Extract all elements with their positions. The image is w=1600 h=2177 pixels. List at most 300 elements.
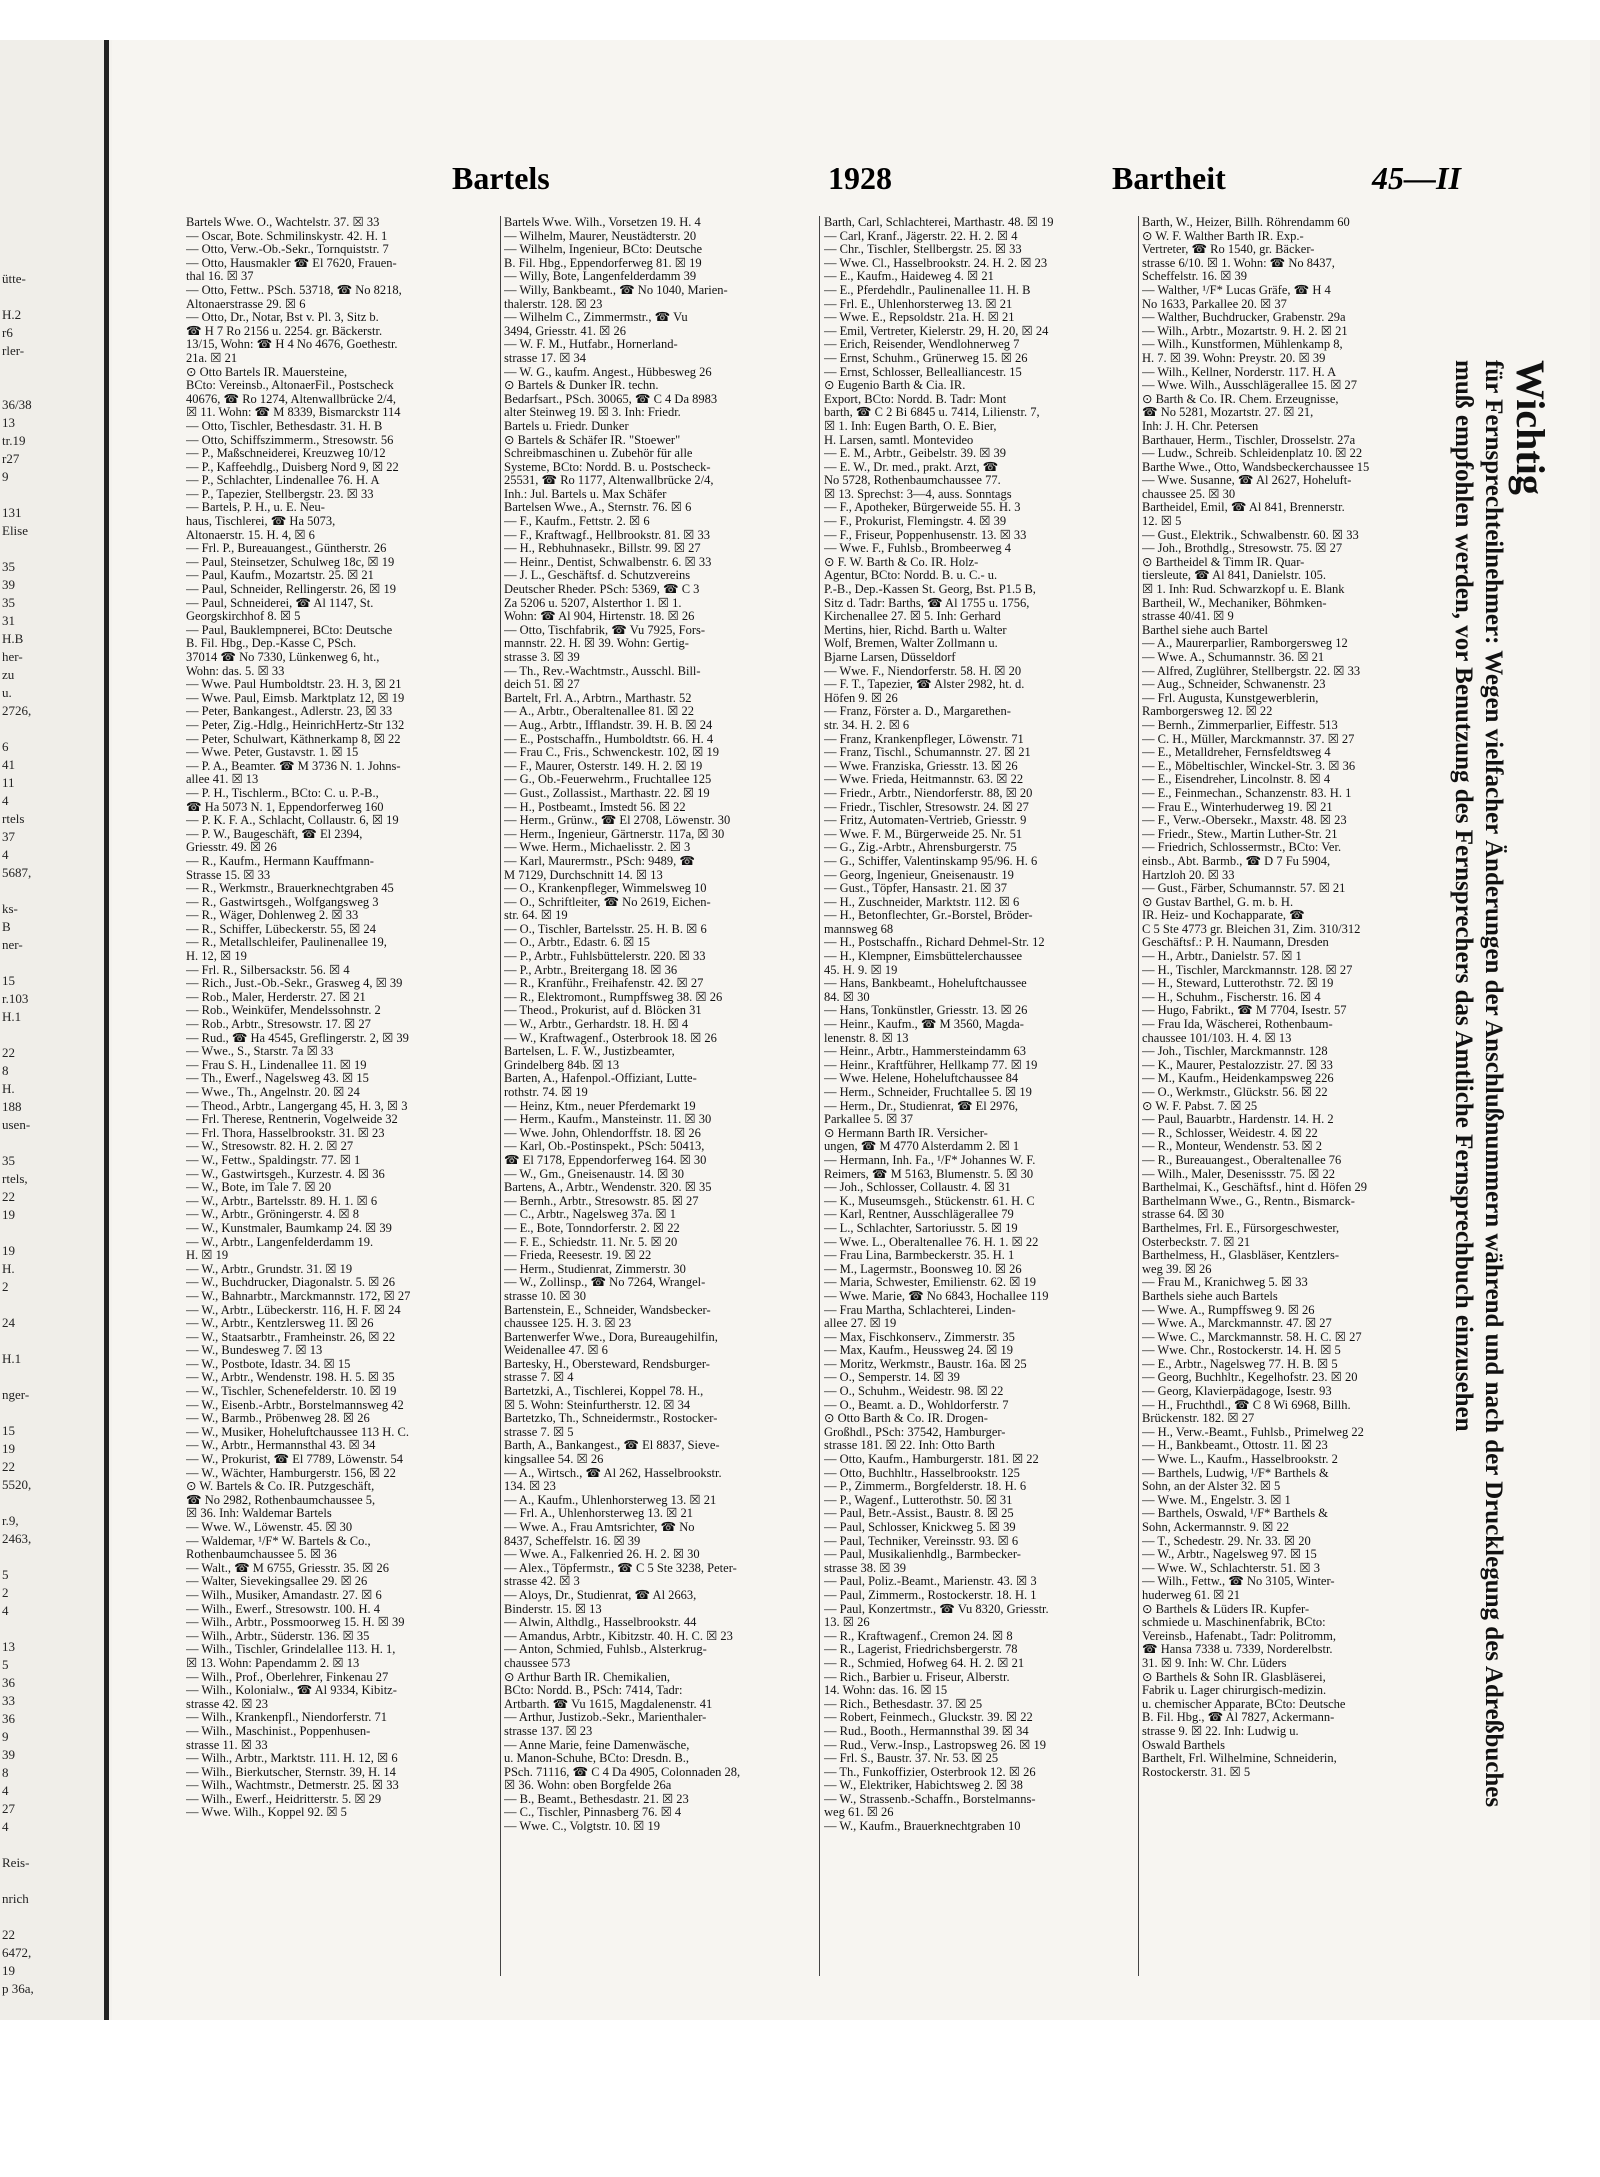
- directory-entry: — Wwe. M., Engelstr. 3. ☒ 1: [1142, 1493, 1291, 1507]
- directory-entry: B. Fil. Hbg., Dep.-Kasse C, PSch.: [186, 637, 357, 651]
- directory-entry: — E., Bote, Tonndorferstr. 2. ☒ 22: [504, 1221, 680, 1235]
- directory-entry: — R., Metallschleifer, Paulinenallee 19,: [186, 936, 387, 950]
- directory-entry: ☒ 11. Wohn: ☎ M 8339, Bismarckstr 114: [186, 406, 401, 420]
- directory-entry: strasse 40/41. ☒ 9: [1142, 610, 1234, 624]
- directory-entry: — E., Eisendreher, Lincolnstr. 8. ☒ 4: [1142, 773, 1331, 787]
- directory-entry: — Gust., Elektrik., Schwalbenstr. 60. ☒ 33: [1142, 528, 1359, 542]
- directory-entry: — Rud., Verw.-Insp., Lastropsweg 26. ☒ 19: [824, 1738, 1046, 1752]
- directory-entry: — Paul, Techniker, Vereinsstr. 93. ☒ 6: [824, 1534, 1019, 1548]
- directory-entry: — H., Verw.-Beamt., Fuhlsb., Primelweg 22: [1142, 1425, 1364, 1439]
- directory-entry: — Theod., Arbtr., Langergang 45, H. 3, ☒ 3: [186, 1099, 408, 1113]
- directory-entry: — Karl, Rentner, Ausschlägerallee 79: [824, 1208, 1014, 1222]
- directory-entry: — Frau Lina, Barmbeckerstr. 35. H. 1: [824, 1249, 1015, 1263]
- directory-entry: strasse 10. ☒ 30: [504, 1289, 587, 1303]
- directory-entry: — Paul, Schlosser, Knickweg 5. ☒ 39: [824, 1521, 1016, 1534]
- directory-entry: — Friedrich, Schlossermstr., BCto: Ver.: [1142, 841, 1342, 855]
- directory-entry: Barthels siehe auch Bartels: [1142, 1289, 1278, 1303]
- directory-entry: ⊙ Otto Barth & Co. IR. Drogen-: [824, 1412, 988, 1426]
- directory-entry: — Herm., Schneider, Fruchtallee 5. ☒ 19: [824, 1086, 1032, 1099]
- directory-entry: — Rich., Barbier u. Friseur, Alberstr.: [824, 1670, 1010, 1684]
- directory-entry: — Aloys, Dr., Studienrat, ☎ Al 2663,: [504, 1588, 697, 1602]
- directory-entry: Bartelsen, L. F. W., Justizbeamter,: [504, 1045, 675, 1059]
- directory-entry: — Wwe. A., Schumannstr. 36. ☒ 21: [1142, 651, 1325, 664]
- directory-entry: — W., Arbtr., Lübeckerstr. 116, H. F. ☒ 24: [186, 1303, 401, 1317]
- directory-entry: Barthel siehe auch Bartel: [1142, 623, 1268, 637]
- directory-entry: — P., Tapezier, Stellbergstr. 23. ☒ 33: [186, 487, 374, 501]
- directory-entry: Barten, A., Hafenpol.-Offiziant, Lutte-: [504, 1072, 697, 1086]
- directory-entry: — Wilh., Arbtr., Marktstr. 111. H. 12, ☒ 6: [186, 1752, 398, 1766]
- directory-entry: — Wwe. Herm., Michaelisstr. 2. ☒ 3: [504, 841, 691, 855]
- directory-entry: — Wilh., Kolonialw., ☎ Al 9334, Kibitz-: [186, 1684, 397, 1698]
- directory-entry: — Emil, Vertreter, Kielerstr. 29, H. 20, ☒ 24: [824, 324, 1049, 338]
- directory-entry: — Rud., Booth., Hermannsthal 39. ☒ 34: [824, 1724, 1029, 1738]
- directory-entry: — W., Wächter, Hamburgerstr. 156, ☒ 22: [186, 1466, 396, 1480]
- directory-entry: deich 51. ☒ 27: [504, 678, 580, 692]
- directory-entry: — Frl. R., Silbersackstr. 56. ☒ 4: [186, 963, 350, 977]
- directory-entry: Barthauer, Herm., Tischler, Drosselstr. 27a: [1142, 433, 1356, 447]
- directory-entry: — Herm., Ingenieur, Gärtnerstr. 117a, ☒ 30: [504, 827, 725, 841]
- directory-entry: H. Larsen, samtl. Montevideo: [824, 433, 974, 447]
- directory-entry: — H., Postschaffn., Richard Dehmel-Str. 12: [824, 936, 1045, 950]
- directory-entry: — E., Kaufm., Haideweg 4. ☒ 21: [824, 270, 994, 284]
- directory-entry: 40676, ☎ Ro 1274, Altenwallbrücke 2/4,: [186, 392, 396, 406]
- directory-entry: ☎ Ha 5073 N. 1, Eppendorferweg 160: [186, 800, 384, 814]
- directory-entry: — Hans, Bankbeamt., Hoheluftchaussee: [824, 977, 1027, 991]
- directory-entry: rothstr. 74. ☒ 19: [504, 1086, 588, 1099]
- directory-entry: — O., Schuhm., Weidestr. 98. ☒ 22: [824, 1385, 1004, 1399]
- directory-entry: ⊙ Eugenio Barth & Cia. IR.: [824, 379, 966, 393]
- directory-entry: — W., Prokurist, ☎ El 7789, Löwenstr. 54: [186, 1453, 403, 1467]
- directory-entry: — P. H., Tischlerm., BCto: C. u. P.-B.,: [186, 786, 379, 800]
- directory-entry: Wolf, Bremen, Walter Zollmann u.: [824, 637, 998, 651]
- directory-entry: — W., Arbtr., Bartelsstr. 89. H. 1. ☒ 6: [186, 1194, 378, 1208]
- directory-entry: ⊙ Barthels & Sohn IR. Glasbläserei,: [1142, 1670, 1326, 1684]
- directory-entry: — L., Schlachter, Sartoriusstr. 5. ☒ 19: [824, 1221, 1018, 1235]
- directory-entry: strasse 11. ☒ 33: [186, 1738, 268, 1752]
- directory-entry: strasse 9. ☒ 22. Inh: Ludwig u.: [1142, 1724, 1299, 1738]
- directory-entry: — Hugo, Fabrikt., ☎ M 7704, Isestr. 57: [1142, 1004, 1347, 1018]
- directory-entry: — Wwe. F., Niendorferstr. 58. H. ☒ 20: [824, 664, 1022, 678]
- directory-entry: — Gust., Zollassist., Marthastr. 22. ☒ 19: [504, 786, 710, 800]
- directory-entry: Barth, Carl, Schlachterei, Marthastr. 48. ☒ 19: [824, 216, 1054, 229]
- directory-entry: — A., Maurerparlier, Ramborgersweg 12: [1142, 637, 1348, 651]
- directory-entry: — W., Buchdrucker, Diagonalstr. 5. ☒ 26: [186, 1276, 395, 1290]
- directory-entry: — Wilh., Tischler, Grindelallee 113. H. 1,: [186, 1643, 396, 1657]
- directory-entry: — Aug., Schneider, Schwanenstr. 23: [1142, 678, 1326, 692]
- directory-entry: — Karl, Maurermstr., PSch: 9489, ☎: [504, 854, 695, 868]
- directory-entry: B. Fil. Hbg., Eppendorferweg 81. ☒ 19: [504, 256, 702, 270]
- directory-entry: Rostockerstr. 31. ☒ 5: [1142, 1765, 1251, 1779]
- directory-entry: — Peter, Schulwart, Käthnerkamp 8, ☒ 22: [186, 732, 401, 746]
- directory-entry: Geschäftsf.: P. H. Naumann, Dresden: [1142, 936, 1329, 950]
- directory-entry: Bartetzki, A., Tischlerei, Koppel 78. H.,: [504, 1385, 704, 1399]
- directory-entry: Weidenallee 47. ☒ 6: [504, 1344, 608, 1358]
- directory-entry: — Rich., Just.-Ob.-Sekr., Grasweg 4, ☒ 39: [186, 977, 403, 991]
- directory-entry: — Oscar, Bote. Schmilinskystr. 42. H. 1: [186, 229, 388, 243]
- directory-entry: ☒ 1. Inh: Eugen Barth, O. E. Bier,: [824, 419, 997, 433]
- directory-entry: — G., Zig.-Arbtr., Ahrensburgerstr. 75: [824, 841, 1017, 855]
- header-left-word: Bartels: [452, 160, 550, 196]
- directory-entry: Rothenbaumchaussee 5. ☒ 36: [186, 1548, 337, 1562]
- directory-entry: — Karl, Ob.-Postinspekt., PSch: 50413,: [504, 1140, 705, 1154]
- directory-entry: Schreibmaschinen u. Zubehör für alle: [504, 447, 693, 461]
- column-divider: [819, 216, 820, 1976]
- directory-entry: — Wwe. A., Frau Amtsrichter, ☎ No: [504, 1521, 695, 1534]
- directory-entry: — P., Zimmerm., Borgfelderstr. 18. H. 6: [824, 1480, 1027, 1494]
- directory-entry: — K., Museumsgeh., Stückenstr. 61. H. C: [824, 1194, 1035, 1208]
- directory-entry: — W., Arbtr., Gerhardstr. 18. H. ☒ 4: [504, 1018, 689, 1032]
- directory-entry: 21a. ☒ 21: [186, 351, 238, 365]
- directory-entry: — R., Werkmstr., Brauerknechtgraben 45: [186, 882, 394, 896]
- directory-entry: ⊙ Bartheidel & Timm IR. Quar-: [1142, 555, 1305, 569]
- directory-entry: — Alex., Töpfermstr., ☎ C 5 Ste 3238, Peter-: [504, 1561, 737, 1575]
- directory-column-1: [186, 216, 496, 1820]
- directory-entry: — Wilh., Arbtr., Mozartstr. 9. H. 2. ☒ 21: [1142, 324, 1348, 338]
- directory-entry: Sohn, an der Alster 32. ☒ 5: [1142, 1480, 1281, 1494]
- directory-entry: — Wwe. Marie, ☎ No 6843, Hochallee 119: [824, 1289, 1049, 1303]
- directory-entry: — W., Arbtr., Hermannsthal 43. ☒ 34: [186, 1439, 376, 1453]
- directory-entry: — Paul, Poliz.-Beamt., Marienstr. 43. ☒ 3: [824, 1575, 1037, 1589]
- directory-entry: — F., Kaufm., Fettstr. 2. ☒ 6: [504, 515, 650, 529]
- directory-entry: — Walther, Buchdrucker, Grabenstr. 29a: [1142, 311, 1346, 325]
- directory-entry: — Frl. S., Baustr. 37. Nr. 53. ☒ 25: [824, 1752, 999, 1766]
- directory-entry: Inh.: Jul. Bartels u. Max Schäfer: [504, 487, 667, 501]
- directory-entry: ⊙ Hermann Barth IR. Versicher-: [824, 1126, 988, 1140]
- directory-entry: — H., Tischler, Marckmannstr. 128. ☒ 27: [1142, 963, 1353, 977]
- directory-entry: — W., Kaufm., Brauerknechtgraben 10: [824, 1820, 1021, 1834]
- directory-entry: — P. A., Beamter. ☎ M 3736 N. 1. Johns-: [186, 759, 401, 773]
- directory-entry: — F. T., Tapezier, ☎ Alster 2982, ht. d.: [824, 678, 1025, 692]
- directory-entry: Georgskirchhof 8. ☒ 5: [186, 610, 301, 624]
- directory-entry: — Joh., Tischler, Marckmannstr. 128: [1142, 1045, 1328, 1059]
- directory-entry: — Franz, Krankenpfleger, Löwenstr. 71: [824, 732, 1024, 746]
- directory-entry: H. 12, ☒ 19: [186, 950, 247, 964]
- directory-entry: — G., Ob.-Feuerwehrm., Fruchtallee 125: [504, 773, 712, 787]
- directory-entry: — Frau M., Kranichweg 5. ☒ 33: [1142, 1276, 1308, 1290]
- directory-entry: — P., Wagenf., Lutterothstr. 50. ☒ 31: [824, 1493, 1013, 1507]
- directory-entry: BCto: Vereinsb., AltonaerFil., Postscheck: [186, 379, 394, 393]
- directory-entry: weg 39. ☒ 26: [1142, 1262, 1212, 1276]
- directory-entry: ☒ 36. Wohn: oben Borgfelde 26a: [504, 1779, 672, 1793]
- directory-entry: — J. L., Geschäftsf. d. Schutzvereins: [504, 569, 691, 583]
- column-divider: [500, 216, 501, 1976]
- directory-entry: — Frau Martha, Schlachterei, Linden-: [824, 1303, 1016, 1317]
- directory-entry: Hartzloh 20. ☒ 33: [1142, 868, 1235, 882]
- directory-entry: — Otto, Kaufm., Hamburgerstr. 181. ☒ 22: [824, 1453, 1039, 1467]
- directory-entry: ☒ 36. Inh: Waldemar Bartels: [186, 1507, 332, 1521]
- directory-entry: — Rich., Bethesdastr. 37. ☒ 25: [824, 1697, 983, 1711]
- directory-entry: strasse 181. ☒ 22. Inh: Otto Barth: [824, 1439, 995, 1453]
- directory-entry: Sohn, Ackermannstr. 9. ☒ 22: [1142, 1521, 1289, 1534]
- directory-entry: — H., Bankbeamt., Ottostr. 11. ☒ 23: [1142, 1439, 1328, 1453]
- directory-entry: — Bernh., Arbtr., Stresowstr. 85. ☒ 27: [504, 1194, 699, 1208]
- previous-page-text: ütte- H.2 r6 rler- 36/38 13 tr.19 r27 9 131 Elise 35 39 35 31 H.B her- zu u. 2726, 6 41 11 4 rtels 37 4 5687, ks- B ner- 15 r.103 H.1 22 8 H. 188 usen- 35 rtels, 22 19 19 H. 2 24 H.1 nger- 15 19 22 5520, r.9, 2463, 5 2 4 13 5 36 33 36 9 39 8 4 27 4 Reis- nrich 22 6472, 19 p 36a,: [2, 271, 34, 1996]
- directory-entry: Bartheil, W., Mechaniker, Böhmken-: [1142, 596, 1327, 610]
- directory-entry: — Frau Ida, Wäscherei, Rothenbaum-: [1142, 1018, 1333, 1032]
- directory-entry: — Joh., Brothdlg., Stresowstr. 75. ☒ 27: [1142, 542, 1343, 556]
- directory-entry: BCto: Nordd. B., PSch: 7414, Tadr:: [504, 1684, 683, 1698]
- directory-entry: — Heinr., Kraftführer, Hellkamp 77. ☒ 19: [824, 1058, 1038, 1072]
- directory-entry: — Wwe. F. M., Bürgerweide 25. Nr. 51: [824, 827, 1023, 841]
- directory-entry: — Otto, Dr., Notar, Bst v. Pl. 3, Sitz b.: [186, 311, 379, 325]
- directory-entry: — Th., Ewerf., Nagelsweg 43. ☒ 15: [186, 1072, 369, 1086]
- directory-entry: — Wwe. W., Schlachterstr. 51. ☒ 3: [1142, 1561, 1320, 1575]
- directory-entry: mannsweg 68: [824, 922, 894, 936]
- directory-entry: — H., Betonflechter, Gr.-Borstel, Bröder-: [824, 909, 1033, 923]
- directory-entry: — W., Arbtr., Gröningerstr. 4. ☒ 8: [186, 1208, 360, 1222]
- directory-column-3: [824, 216, 1134, 1834]
- directory-entry: — Gust., Färber, Schumannstr. 57. ☒ 21: [1142, 882, 1346, 896]
- directory-entry: Barthelt, Frl. Wilhelmine, Schneiderin,: [1142, 1752, 1337, 1766]
- directory-entry: haus, Tischlerei, ☎ Ha 5073,: [186, 515, 336, 529]
- directory-entry: ungen, ☎ M 4770 Alsterdamm 2. ☒ 1: [824, 1140, 1020, 1154]
- directory-entry: — W., Fettw., Spaldingstr. 77. ☒ 1: [186, 1153, 361, 1167]
- directory-entry: Za 5206 u. 5207, Alsterthor 1. ☒ 1.: [504, 596, 682, 610]
- directory-entry: — O., Arbtr., Edastr. 6. ☒ 15: [504, 936, 650, 950]
- directory-entry: barth, ☎ C 2 Bi 6845 u. 7414, Lilienstr. 7,: [824, 406, 1040, 420]
- directory-entry: kingsallee 54. ☒ 26: [504, 1453, 604, 1467]
- directory-entry: — W., Tischler, Schenefelderstr. 10. ☒ 19: [186, 1385, 397, 1399]
- directory-entry: Reimers, ☎ M 5163, Blumenstr. 5. ☒ 30: [824, 1167, 1034, 1181]
- directory-entry: 37014 ☎ No 7330, Lünkenweg 6, ht.,: [186, 651, 380, 664]
- directory-entry: — Frl. E., Uhlenhorsterweg 13. ☒ 21: [824, 297, 1013, 311]
- directory-entry: Griesstr. 49. ☒ 26: [186, 841, 277, 855]
- directory-entry: chaussee 125. H. 3. ☒ 23: [504, 1317, 632, 1331]
- directory-column-4: [1142, 216, 1432, 1779]
- directory-entry: ☒ 13. Wohn: Papendamm 2. ☒ 13: [186, 1656, 360, 1670]
- directory-entry: — Bartels, P. H., u. E. Neu-: [186, 501, 325, 515]
- directory-entry: — F., Friseur, Poppenhusenstr. 13. ☒ 33: [824, 528, 1027, 542]
- directory-entry: Altonaerstrasse 29. ☒ 6: [186, 297, 306, 311]
- directory-entry: — Wwe. Chr., Rostockerstr. 14. H. ☒ 5: [1142, 1344, 1341, 1358]
- directory-entry: ⊙ F. W. Barth & Co. IR. Holz-: [824, 555, 979, 569]
- directory-entry: chaussee 101/103. H. 4. ☒ 13: [1142, 1031, 1292, 1045]
- directory-entry: Barth, W., Heizer, Billh. Röhrendamm 60: [1142, 216, 1350, 229]
- directory-entry: ⊙ Barthels & Lüders IR. Kupfer-: [1142, 1602, 1310, 1616]
- directory-entry: tiersleute, ☎ Al 841, Danielstr. 105.: [1142, 569, 1326, 583]
- directory-entry: — W., Kunstmaler, Baumkamp 24. ☒ 39: [186, 1221, 392, 1235]
- directory-entry: ☒ 1. Inh: Rud. Schwarzkopf u. E. Blank: [1142, 583, 1345, 597]
- directory-entry: thalerstr. 128. ☒ 23: [504, 297, 603, 311]
- directory-entry: Bartenwerfer Wwe., Dora, Bureaugehilfin,: [504, 1330, 718, 1344]
- directory-entry: Höfen 9. ☒ 26: [824, 691, 898, 705]
- directory-entry: — Wwe. Cl., Hasselbrookstr. 24. H. 2. ☒ 23: [824, 256, 1048, 270]
- directory-entry: — W., Zollinsp., ☎ No 7264, Wrangel-: [504, 1276, 706, 1290]
- directory-entry: — Wilh., Ewerf., Heidritterstr. 5. ☒ 29: [186, 1792, 382, 1806]
- directory-entry: — Wilhelm, Ingenieur, BCto: Deutsche: [504, 243, 703, 257]
- directory-entry: Altonaerstr. 15. H. 4, ☒ 6: [186, 528, 315, 542]
- directory-entry: — O., Krankenpfleger, Wimmelsweg 10: [504, 882, 707, 896]
- directory-entry: — P. W., Baugeschäft, ☎ El 2394,: [186, 827, 363, 841]
- directory-entry: Barthelmess, H., Glasbläser, Kentzlers-: [1142, 1249, 1340, 1263]
- directory-entry: Wohn: ☎ Al 904, Hirtenstr. 18. ☒ 26: [504, 610, 695, 624]
- directory-entry: PSch. 71116, ☎ C 4 Da 4905, Colonnaden 28,: [504, 1765, 741, 1779]
- directory-entry: — Wwe. Frieda, Heitmannstr. 63. ☒ 22: [824, 773, 1024, 787]
- directory-entry: — H., Fruchthdl., ☎ C 8 Wi 6968, Billh.: [1142, 1398, 1351, 1412]
- directory-entry: — Frl. Therese, Rentnerin, Vogelweide 32: [186, 1113, 398, 1127]
- directory-entry: Bartels u. Friedr. Dunker: [504, 419, 629, 433]
- directory-entry: — Wwe. Franziska, Griesstr. 13. ☒ 26: [824, 759, 1018, 773]
- directory-entry: — H., Steward, Lutterothstr. 72. ☒ 19: [1142, 977, 1334, 991]
- directory-entry: — Wilh., Bierkutscher, Sternstr. 39, H. 14: [186, 1765, 396, 1779]
- directory-entry: — Wwe. F., Fuhlsb., Brombeerweg 4: [824, 542, 1011, 556]
- directory-entry: u. Manon-Schuhe, BCto: Dresdn. B.,: [504, 1752, 690, 1766]
- directory-entry: — A., Wirtsch., ☎ Al 262, Hasselbrookstr.: [504, 1466, 722, 1480]
- directory-entry: Sitz d. Tadr: Barths, ☎ Al 1755 u. 1756,: [824, 596, 1030, 610]
- vertical-notice-rotated: [1442, 360, 1552, 1830]
- directory-entry: — Wilh., Arbtr., Süderstr. 136. ☒ 35: [186, 1629, 370, 1643]
- directory-entry: — Barthels, Oswald, ¹/F* Barthels &: [1142, 1507, 1329, 1521]
- directory-entry: — Frau C., Fris., Schwenckestr. 102, ☒ 19: [504, 746, 720, 760]
- directory-entry: — Friedr., Arbtr., Niendorferstr. 88, ☒ 20: [824, 786, 1033, 800]
- directory-entry: — Rob., Maler, Herderstr. 27. ☒ 21: [186, 990, 366, 1004]
- directory-entry: — Heinr., Dentist, Schwalbenstr. 6. ☒ 33: [504, 555, 712, 569]
- directory-entry: — Franz, Tischl., Schumannstr. 27. ☒ 21: [824, 746, 1031, 760]
- directory-entry: — Wwe. W., Löwenstr. 45. ☒ 30: [186, 1521, 353, 1534]
- directory-entry: — Herm., Grünw., ☎ El 2708, Löwenstr. 30: [504, 814, 731, 828]
- directory-entry: — W., Bundesweg 7. ☒ 13: [186, 1344, 323, 1358]
- page-bottom-margin: [0, 2020, 1600, 2177]
- directory-entry: — B., Beamt., Bethesdastr. 21. ☒ 23: [504, 1792, 689, 1806]
- directory-entry: — P., Arbtr., Breitergang 18. ☒ 36: [504, 963, 678, 977]
- directory-entry: — W. G., kaufm. Angest., Hübbesweg 26: [504, 365, 712, 379]
- directory-entry: — Wilh., Fettw., ☎ No 3105, Winter-: [1142, 1575, 1335, 1589]
- directory-entry: — Th., Rev.-Wachtmstr., Ausschl. Bill-: [504, 664, 701, 678]
- directory-entry: ⊙ Otto Bartels IR. Mauersteine,: [186, 365, 348, 379]
- directory-entry: — Max, Fischkonserv., Zimmerstr. 35: [824, 1330, 1015, 1344]
- directory-entry: Bartens, A., Arbtr., Wendenstr. 320. ☒ 35: [504, 1181, 712, 1195]
- directory-entry: — E. W., Dr. med., prakt. Arzt, ☎: [824, 460, 999, 474]
- directory-entry: — Otto, Tischler, Bethesdastr. 31. H. B: [186, 419, 383, 433]
- directory-entry: — E., Arbtr., Nagelsweg 77. H. B. ☒ 5: [1142, 1357, 1338, 1371]
- directory-entry: 14. Wohn: das. 16. ☒ 15: [824, 1684, 948, 1698]
- directory-entry: Osterbeckstr. 7. ☒ 21: [1142, 1235, 1251, 1249]
- directory-entry: — O., Tischler, Bartelsstr. 25. H. B. ☒ 6: [504, 922, 707, 936]
- directory-entry: — Friedr., Tischler, Stresowstr. 24. ☒ 27: [824, 800, 1029, 814]
- directory-entry: — Wwe. Helene, Hoheluftchaussee 84: [824, 1072, 1019, 1086]
- directory-entry: schmiede u. Maschinenfabrik, BCto:: [1142, 1616, 1326, 1630]
- directory-entry: Systeme, BCto: Nordd. B. u. Postscheck-: [504, 460, 711, 474]
- directory-entry: — Robert, Feinmech., Gluckstr. 39. ☒ 22: [824, 1711, 1033, 1725]
- directory-entry: — Frl. P., Bureauangest., Güntherstr. 26: [186, 542, 387, 556]
- directory-entry: — Ernst, Schuhm., Grünerweg 15. ☒ 26: [824, 351, 1028, 365]
- directory-entry: — Georg, Buchhltr., Kegelhofstr. 23. ☒ 20: [1142, 1371, 1358, 1385]
- directory-entry: ☎ No 5281, Mozartstr. 27. ☒ 21,: [1142, 406, 1314, 420]
- directory-entry: H. ☒ 19: [186, 1249, 229, 1263]
- directory-entry: — Wilhelm C., Zimmermstr., ☎ Vu: [504, 311, 688, 325]
- directory-entry: ☎ Hansa 7338 u. 7339, Norderelbstr.: [1142, 1643, 1333, 1657]
- directory-entry: allee 41. ☒ 13: [186, 773, 259, 787]
- directory-entry: — Frl. Augusta, Kunstgewerblerin,: [1142, 691, 1319, 705]
- directory-entry: str. 64. ☒ 19: [504, 909, 568, 923]
- directory-entry: — R., Lagerist, Friedrichsbergerstr. 78: [824, 1643, 1018, 1657]
- directory-entry: — M., Kaufm., Heidenkampsweg 226: [1142, 1072, 1334, 1086]
- directory-entry: 134. ☒ 23: [504, 1480, 556, 1494]
- directory-entry: — Walt., ☎ M 6755, Griesstr. 35. ☒ 26: [186, 1561, 389, 1575]
- directory-entry: Barth, A., Bankangest., ☎ El 8837, Sieve-: [504, 1439, 720, 1453]
- directory-entry: — Hans, Tonkünstler, Griesstr. 13. ☒ 26: [824, 1004, 1028, 1018]
- directory-entry: — W., Gastwirtsgeh., Kurzestr. 4. ☒ 36: [186, 1167, 385, 1181]
- directory-entry: — R., Schlosser, Weidestr. 4. ☒ 22: [1142, 1126, 1318, 1140]
- directory-entry: — W., Stresowstr. 82. H. 2. ☒ 27: [186, 1140, 354, 1154]
- directory-entry: — Walther, ¹/F* Lucas Gräfe, ☎ H 4: [1142, 283, 1331, 297]
- directory-entry: ⊙ Bartels & Dunker IR. techn.: [504, 379, 659, 393]
- directory-entry: — Wwe. Paul Humboldtstr. 23. H. 3, ☒ 21: [186, 678, 402, 692]
- directory-entry: — Ludw., Schreib. Schleidenplatz 10. ☒ 22: [1142, 447, 1363, 461]
- directory-entry: — H., Zuschneider, Marktstr. 112. ☒ 6: [824, 895, 1020, 909]
- directory-entry: — C. H., Müller, Marckmannstr. 37. ☒ 27: [1142, 732, 1355, 746]
- directory-entry: — Frl. A., Uhlenhorsterweg 13. ☒ 21: [504, 1507, 693, 1521]
- directory-entry: huderweg 61. ☒ 21: [1142, 1588, 1240, 1602]
- directory-entry: — Rob., Weinküfer, Mendelssohnstr. 2: [186, 1004, 381, 1018]
- directory-entry: — W., Gm., Gneisenaustr. 14. ☒ 30: [504, 1167, 684, 1181]
- directory-entry: u. chemischer Apparate, BCto: Deutsche: [1142, 1697, 1346, 1711]
- directory-entry: — Gust., Töpfer, Hansastr. 21. ☒ 37: [824, 882, 1008, 896]
- directory-entry: Barthelmes, Frl. E., Fürsorgeschwester,: [1142, 1221, 1340, 1235]
- directory-entry: — Paul, Schneiderei, ☎ Al 1147, St.: [186, 596, 374, 610]
- directory-entry: — Erich, Reisender, Wendlohnerweg 7: [824, 338, 1020, 352]
- directory-entry: — Max, Kaufm., Heussweg 24. ☒ 19: [824, 1344, 1013, 1358]
- directory-entry: — G., Schiffer, Valentinskamp 95/96. H. 6: [824, 854, 1038, 868]
- directory-entry: — R., Kraftwagenf., Cremon 24. ☒ 8: [824, 1629, 1013, 1643]
- directory-entry: — Paul, Musikalienhdlg., Barmbecker-: [824, 1548, 1021, 1562]
- directory-entry: — Rob., Arbtr., Stresowstr. 17. ☒ 27: [186, 1018, 371, 1032]
- directory-entry: — R., Gastwirtsgeh., Wolfgangsweg 3: [186, 895, 379, 909]
- directory-entry: — Amandus, Arbtr., Kibitzstr. 40. H. C. ☒ 23: [504, 1629, 733, 1643]
- directory-entry: — H., Schuhm., Fischerstr. 16. ☒ 4: [1142, 990, 1321, 1004]
- directory-entry: ☒ 5. Wohn: Steinfurtherstr. 12. ☒ 34: [504, 1398, 691, 1412]
- directory-entry: — Wilhelm, Maurer, Neustädterstr. 20: [504, 229, 697, 243]
- directory-entry: Export, BCto: Nordd. B. Tadr: Mont: [824, 392, 1007, 406]
- directory-entry: — Anton, Schmied, Fuhlsb., Alsterkrug-: [504, 1643, 707, 1657]
- directory-entry: — Willy, Bote, Langenfelderdamm 39: [504, 270, 697, 284]
- directory-entry: — Wwe. Wilh., Koppel 92. ☒ 5: [186, 1806, 347, 1820]
- directory-entry: Deutscher Rheder. PSch: 5369, ☎ C 3: [504, 583, 700, 597]
- directory-entry: — W., Arbtr., Nagelsweg 97. ☒ 15: [1142, 1548, 1317, 1562]
- directory-entry: — Wilh., Arbtr., Possmoorweg 15. H. ☒ 39: [186, 1616, 405, 1630]
- directory-entry: Artbarth. ☎ Vu 1615, Magdalenenstr. 41: [504, 1697, 713, 1711]
- directory-entry: — E., Pferdehdlr., Paulinenallee 11. H. B: [824, 283, 1031, 297]
- directory-entry: Barthelmann Wwe., G., Rentn., Bismarck-: [1142, 1194, 1355, 1208]
- header-year: 1928: [828, 160, 892, 196]
- directory-entry: — W., Bahnarbtr., Marckmannstr. 172, ☒ 27: [186, 1289, 411, 1303]
- directory-entry: — W., Arbtr., Wendenstr. 198. H. 5. ☒ 35: [186, 1371, 395, 1385]
- directory-entry: — Herm., Dr., Studienrat, ☎ El 2976,: [824, 1099, 1019, 1113]
- directory-entry: 8437, Scheffelstr. 16. ☒ 39: [504, 1534, 641, 1548]
- directory-entry: No 1633, Parkallee 20. ☒ 37: [1142, 297, 1287, 311]
- directory-entry: — Otto, Hausmakler ☎ El 7620, Frauen-: [186, 256, 397, 270]
- directory-entry: — P., Arbtr., Fuhlsbüttelerstr. 220. ☒ 33: [504, 950, 706, 964]
- directory-entry: Inh: J. H. Chr. Petersen: [1142, 419, 1259, 433]
- directory-entry: C 5 Ste 4773 gr. Bleichen 31, Zim. 310/312: [1142, 922, 1361, 936]
- directory-entry: — Paul, Bauarbtr., Hardenstr. 14. H. 2: [1142, 1113, 1334, 1127]
- directory-entry: — O., Semperstr. 14. ☒ 39: [824, 1371, 960, 1385]
- directory-entry: — W., Musiker, Hoheluftchaussee 113 H. C.: [186, 1425, 409, 1439]
- directory-entry: — Wwe. C., Marckmannstr. 58. H. C. ☒ 27: [1142, 1330, 1362, 1344]
- directory-entry: — W., Arbtr., Kentzlersweg 11. ☒ 26: [186, 1317, 374, 1331]
- directory-entry: thal 16. ☒ 37: [186, 270, 254, 284]
- directory-entry: — W., Postbote, Idastr. 34. ☒ 15: [186, 1357, 351, 1371]
- directory-entry: 25531, ☎ Ro 1177, Altenwallbrücke 2/4,: [504, 474, 714, 488]
- directory-entry: — Moritz, Werkmstr., Baustr. 16a. ☒ 25: [824, 1357, 1027, 1371]
- directory-entry: — Wwe., Th., Angelnstr. 20. ☒ 24: [186, 1086, 360, 1099]
- directory-entry: — Wwe. John, Ohlendorffstr. 18. ☒ 26: [504, 1126, 701, 1140]
- directory-entry: lenenstr. 8. ☒ 13: [824, 1031, 909, 1045]
- directory-entry: — Fritz, Automaten-Vertrieb, Griesstr. 9: [824, 814, 1027, 828]
- directory-entry: — Otto, Buchhltr., Hasselbrookstr. 125: [824, 1466, 1020, 1480]
- directory-entry: Strasse 15. ☒ 33: [186, 868, 271, 882]
- directory-entry: — Wilh., Maschinist., Poppenhusen-: [186, 1724, 371, 1738]
